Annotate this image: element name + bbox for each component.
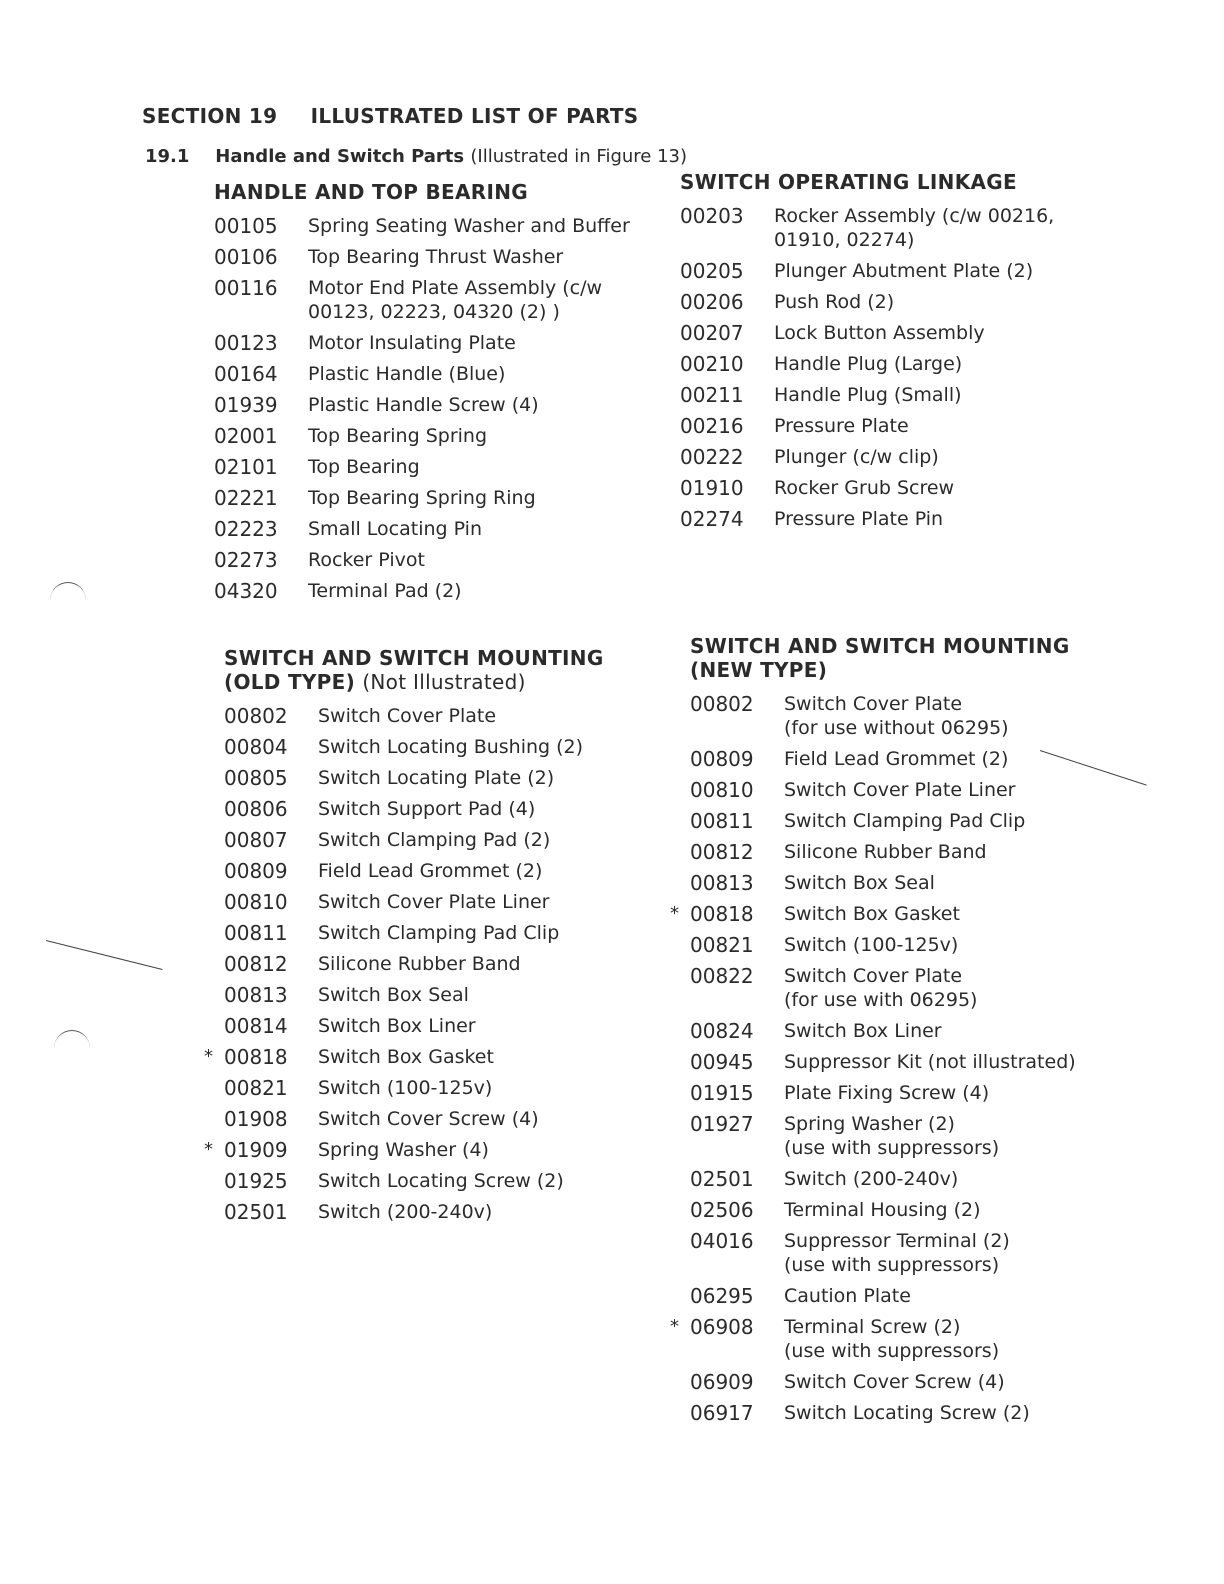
part-number: 00802 (224, 704, 288, 728)
part-number: 06909 (690, 1370, 754, 1394)
part-number: 02221 (214, 486, 278, 510)
part-row (690, 1019, 1110, 1043)
part-number: 00207 (680, 321, 744, 345)
part-description (308, 486, 644, 510)
part-description-line: Plunger (c/w clip) (774, 446, 939, 468)
part-number: 06908 (690, 1315, 754, 1339)
part-number: 00814 (224, 1014, 288, 1038)
part-row (680, 321, 1100, 345)
part-description (308, 393, 644, 417)
part-description-line: Plunger Abutment Plate (2) (774, 260, 1034, 282)
part-description (308, 548, 644, 572)
part-number: 00810 (224, 890, 288, 914)
part-description (774, 204, 1100, 252)
part-number: 00809 (690, 747, 754, 771)
part-number: 01915 (690, 1081, 754, 1105)
part-description (318, 1076, 644, 1100)
part-row (214, 486, 644, 510)
part-row (214, 455, 644, 479)
part-number: 00822 (690, 964, 754, 988)
part-description (318, 890, 644, 914)
part-number: 01908 (224, 1107, 288, 1131)
part-description (784, 1167, 1110, 1191)
part-row (214, 548, 644, 572)
part-description (308, 214, 644, 238)
part-number: 00812 (690, 840, 754, 864)
part-description-line: Terminal Pad (2) (308, 580, 462, 602)
part-description-line: Switch Clamping Pad (2) (318, 829, 551, 851)
group-title-line1: SWITCH AND SWITCH MOUNTING (690, 634, 1070, 658)
part-number: 00105 (214, 214, 278, 238)
part-description-line: Terminal Housing (2) (784, 1199, 981, 1221)
part-description (784, 902, 1110, 926)
part-row (690, 964, 1110, 1012)
scan-stroke (46, 940, 163, 970)
group-handle-top-bearing (214, 180, 644, 610)
part-description (318, 1169, 644, 1193)
group-title-line2: (NEW TYPE) (690, 658, 828, 682)
part-row (224, 766, 644, 790)
part-description (774, 290, 1100, 314)
part-description-line: Terminal Screw (2) (784, 1316, 961, 1338)
part-row (214, 245, 644, 269)
group-switch-mounting-old (204, 646, 644, 1231)
section-title: ILLUSTRATED LIST OF PARTS (310, 104, 639, 128)
subsection-title: Handle and Switch Parts (215, 146, 465, 167)
part-row (224, 1169, 644, 1193)
part-description-line: Switch Box Gasket (318, 1046, 494, 1068)
part-description (784, 1019, 1110, 1043)
part-description (308, 362, 644, 386)
part-row (670, 902, 1110, 926)
part-description-line: Suppressor Kit (not illustrated) (784, 1051, 1076, 1073)
part-description-line: Switch Box Liner (784, 1020, 942, 1042)
part-description-line: Switch (100-125v) (318, 1077, 493, 1099)
part-number: 00806 (224, 797, 288, 821)
part-description-line: Switch Box Seal (784, 872, 935, 894)
part-description (308, 517, 644, 541)
part-number: 00821 (690, 933, 754, 957)
part-number: 04016 (690, 1229, 754, 1253)
part-description-line: Caution Plate (784, 1285, 911, 1307)
part-number: 00203 (680, 204, 744, 228)
part-row (680, 383, 1100, 407)
part-description-line: Switch Locating Bushing (2) (318, 736, 584, 758)
part-row (214, 362, 644, 386)
part-description-line: Lock Button Assembly (774, 322, 985, 344)
part-description (784, 1315, 1110, 1363)
group-title-line1: SWITCH AND SWITCH MOUNTING (224, 646, 604, 670)
part-description-line: Switch Box Liner (318, 1015, 476, 1037)
part-description (784, 692, 1110, 740)
part-description-line: Switch Locating Screw (2) (318, 1170, 564, 1192)
part-description (308, 245, 644, 269)
part-row (690, 1112, 1110, 1160)
part-number: 01927 (690, 1112, 754, 1136)
part-description-line: Rocker Pivot (308, 549, 425, 571)
part-number: 02001 (214, 424, 278, 448)
part-number: 00824 (690, 1019, 754, 1043)
part-row (680, 414, 1100, 438)
part-description (308, 424, 644, 448)
part-number: 00222 (680, 445, 744, 469)
part-number: 00206 (680, 290, 744, 314)
part-description (784, 1229, 1110, 1277)
part-description (774, 259, 1100, 283)
part-description-line: Small Locating Pin (308, 518, 483, 540)
part-description (784, 1401, 1110, 1425)
part-description (774, 507, 1100, 531)
part-number: 02274 (680, 507, 744, 531)
part-description-line: Handle Plug (Small) (774, 384, 962, 406)
group-switch-mounting-new (670, 634, 1110, 1432)
part-description (318, 766, 644, 790)
part-description-line: Top Bearing Spring (308, 425, 488, 447)
part-description (318, 704, 644, 728)
part-description-continued: (for use with 06295) (784, 989, 978, 1011)
part-description-line: Suppressor Terminal (2) (784, 1230, 1010, 1252)
subsection-heading (145, 146, 687, 167)
part-row (214, 517, 644, 541)
part-row (204, 1045, 644, 1069)
part-number: 00106 (214, 245, 278, 269)
part-number: 00821 (224, 1076, 288, 1100)
part-description-line: Switch Support Pad (4) (318, 798, 536, 820)
part-description-line: Switch Box Gasket (784, 903, 960, 925)
part-row (224, 921, 644, 945)
part-description-line: Motor Insulating Plate (308, 332, 516, 354)
part-number: 00805 (224, 766, 288, 790)
subsection-number: 19.1 (145, 146, 190, 167)
part-number: 00116 (214, 276, 278, 300)
part-number: 00807 (224, 828, 288, 852)
asterisk-mark: * (204, 1046, 213, 1067)
part-row (690, 1284, 1110, 1308)
part-row (690, 1370, 1110, 1394)
part-description-line: Switch Cover Screw (4) (784, 1371, 1005, 1393)
part-description (318, 1138, 644, 1162)
part-description-line: Switch Cover Plate (784, 965, 963, 987)
part-description-line: Switch (200-240v) (318, 1201, 493, 1223)
part-number: 02501 (690, 1167, 754, 1191)
part-row (224, 1014, 644, 1038)
part-description (784, 964, 1110, 1012)
part-row (214, 214, 644, 238)
part-description-line: Top Bearing Thrust Washer (308, 246, 564, 268)
part-description-line: Switch Locating Plate (2) (318, 767, 555, 789)
part-number: 01939 (214, 393, 278, 417)
punch-hole-mark (54, 1030, 90, 1067)
part-description-line: Switch Cover Plate Liner (318, 891, 550, 913)
part-row (690, 1050, 1110, 1074)
part-description (308, 579, 644, 603)
part-row (214, 579, 644, 603)
part-description-line: Switch Cover Plate Liner (784, 779, 1016, 801)
part-row (224, 1107, 644, 1131)
part-row (690, 1198, 1110, 1222)
asterisk-mark: * (670, 1316, 679, 1337)
part-number: 00123 (214, 331, 278, 355)
part-description-line: Switch Locating Screw (2) (784, 1402, 1030, 1424)
part-number: 02273 (214, 548, 278, 572)
part-number: 00818 (224, 1045, 288, 1069)
part-number: 01909 (224, 1138, 288, 1162)
part-row (690, 1401, 1110, 1425)
part-description-line: Plate Fixing Screw (4) (784, 1082, 990, 1104)
part-number: 06295 (690, 1284, 754, 1308)
part-description-continued: (use with suppressors) (784, 1340, 1000, 1362)
part-row (690, 871, 1110, 895)
part-description (318, 1107, 644, 1131)
part-number: 01925 (224, 1169, 288, 1193)
part-row (214, 331, 644, 355)
part-description (774, 476, 1100, 500)
part-row (680, 507, 1100, 531)
part-description (784, 933, 1110, 957)
part-description-line: Spring Washer (2) (784, 1113, 955, 1135)
part-number: 06917 (690, 1401, 754, 1425)
part-description-line: Switch Clamping Pad Clip (784, 810, 1026, 832)
part-number: 00802 (690, 692, 754, 716)
part-row (224, 983, 644, 1007)
part-description (318, 735, 644, 759)
part-row (224, 890, 644, 914)
part-number: 00210 (680, 352, 744, 376)
part-row (690, 778, 1110, 802)
part-description-line: Plastic Handle (Blue) (308, 363, 506, 385)
asterisk-mark: * (204, 1139, 213, 1160)
part-number: 02506 (690, 1198, 754, 1222)
part-description (774, 414, 1100, 438)
part-description-line: Silicone Rubber Band (318, 953, 521, 975)
part-description (318, 859, 644, 883)
part-number: 02223 (214, 517, 278, 541)
part-row (224, 859, 644, 883)
part-number: 00811 (690, 809, 754, 833)
part-description-line: Switch Cover Plate (784, 693, 963, 715)
part-description (774, 352, 1100, 376)
part-description-line: Top Bearing (308, 456, 420, 478)
part-number: 00818 (690, 902, 754, 926)
part-number: 00205 (680, 259, 744, 283)
part-row (224, 828, 644, 852)
part-row (224, 704, 644, 728)
group-title-line2: (OLD TYPE) (224, 670, 356, 694)
part-row (690, 1167, 1110, 1191)
part-description-line: Motor End Plate Assembly (c/w (308, 277, 603, 299)
part-row (204, 1138, 644, 1162)
part-description-line: Field Lead Grommet (2) (784, 748, 1009, 770)
asterisk-mark: * (670, 903, 679, 924)
part-description-line: Spring Washer (4) (318, 1139, 489, 1161)
part-row (680, 476, 1100, 500)
punch-hole-mark (50, 582, 86, 619)
part-row (690, 747, 1110, 771)
part-row (224, 735, 644, 759)
part-number: 00945 (690, 1050, 754, 1074)
part-description (774, 445, 1100, 469)
part-description (308, 331, 644, 355)
part-description-line: Switch Box Seal (318, 984, 469, 1006)
part-number: 00211 (680, 383, 744, 407)
part-row (224, 1200, 644, 1224)
part-description (318, 983, 644, 1007)
part-description-continued: (for use without 06295) (784, 717, 1009, 739)
part-number: 00809 (224, 859, 288, 883)
part-description (774, 383, 1100, 407)
part-description-line: Top Bearing Spring Ring (308, 487, 536, 509)
group-title (224, 646, 644, 694)
part-number: 01910 (680, 476, 744, 500)
part-description (318, 921, 644, 945)
part-description (784, 1284, 1110, 1308)
subsection-note: (Illustrated in Figure 13) (470, 146, 688, 167)
part-description-line: Spring Seating Washer and Buffer (308, 215, 630, 237)
group-title: SWITCH OPERATING LINKAGE (680, 170, 1017, 194)
part-description (318, 797, 644, 821)
group-title: HANDLE AND TOP BEARING (214, 180, 528, 204)
part-description-line: Push Rod (2) (774, 291, 895, 313)
part-description (784, 1050, 1110, 1074)
part-row (690, 692, 1110, 740)
part-description (318, 1200, 644, 1224)
part-description-line: Switch Cover Screw (4) (318, 1108, 539, 1130)
part-description (318, 828, 644, 852)
part-description-line: Handle Plug (Large) (774, 353, 963, 375)
part-row (690, 933, 1110, 957)
part-description-continued: 00123, 02223, 04320 (2) ) (308, 301, 560, 323)
part-description (784, 1198, 1110, 1222)
group-note: (Not Illustrated) (362, 670, 526, 694)
part-row (690, 1229, 1110, 1277)
part-number: 02501 (224, 1200, 288, 1224)
part-row (690, 809, 1110, 833)
part-description (318, 1014, 644, 1038)
part-description (308, 276, 644, 324)
part-description-line: Pressure Plate Pin (774, 508, 944, 530)
part-number: 00804 (224, 735, 288, 759)
part-row (214, 276, 644, 324)
part-number: 00813 (690, 871, 754, 895)
part-row (690, 1081, 1110, 1105)
part-row (670, 1315, 1110, 1363)
part-row (690, 840, 1110, 864)
part-row (680, 204, 1100, 252)
part-description (784, 871, 1110, 895)
part-row (224, 1076, 644, 1100)
part-description-line: Rocker Assembly (c/w 00216, (774, 205, 1055, 227)
part-description (784, 840, 1110, 864)
part-description (318, 1045, 644, 1069)
part-description (308, 455, 644, 479)
part-description-line: Plastic Handle Screw (4) (308, 394, 539, 416)
part-description (784, 1081, 1110, 1105)
part-description (784, 1370, 1110, 1394)
part-number: 00216 (680, 414, 744, 438)
part-description-line: Switch (200-240v) (784, 1168, 959, 1190)
part-description-line: Silicone Rubber Band (784, 841, 987, 863)
part-description (318, 952, 644, 976)
part-number: 00164 (214, 362, 278, 386)
part-row (680, 290, 1100, 314)
part-row (214, 393, 644, 417)
part-description-line: Rocker Grub Screw (774, 477, 955, 499)
part-description (774, 321, 1100, 345)
part-description (784, 1112, 1110, 1160)
part-description (784, 778, 1110, 802)
part-row (680, 352, 1100, 376)
part-description-line: Switch Clamping Pad Clip (318, 922, 560, 944)
part-description-continued: (use with suppressors) (784, 1254, 1000, 1276)
part-number: 00813 (224, 983, 288, 1007)
part-description-line: Pressure Plate (774, 415, 909, 437)
part-number: 04320 (214, 579, 278, 603)
part-row (224, 952, 644, 976)
part-row (214, 424, 644, 448)
section-number: SECTION 19 (142, 104, 278, 128)
group-title (690, 634, 1110, 682)
part-description-continued: (use with suppressors) (784, 1137, 1000, 1159)
section-heading (142, 104, 639, 128)
part-description (784, 809, 1110, 833)
part-description-continued: 01910, 02274) (774, 229, 915, 251)
part-description-line: Switch Cover Plate (318, 705, 497, 727)
part-row (680, 259, 1100, 283)
part-number: 00810 (690, 778, 754, 802)
part-description (784, 747, 1110, 771)
part-number: 00812 (224, 952, 288, 976)
group-switch-operating-linkage (680, 170, 1100, 538)
part-row (224, 797, 644, 821)
part-description-line: Field Lead Grommet (2) (318, 860, 543, 882)
part-row (680, 445, 1100, 469)
part-description-line: Switch (100-125v) (784, 934, 959, 956)
part-number: 02101 (214, 455, 278, 479)
part-number: 00811 (224, 921, 288, 945)
